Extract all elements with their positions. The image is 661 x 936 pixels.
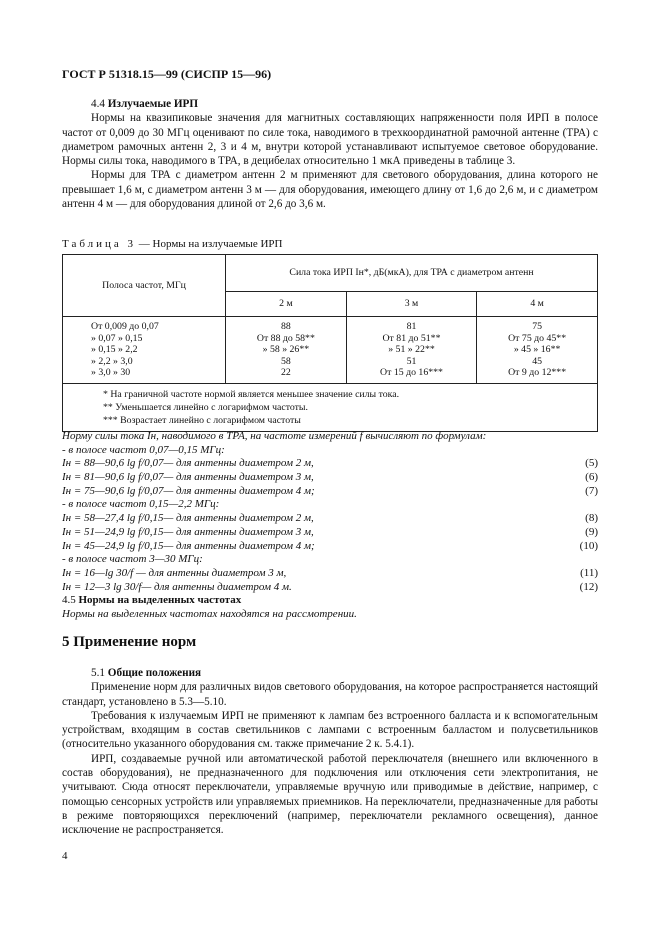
formula-row bbox=[62, 526, 598, 540]
section-4-4 bbox=[62, 97, 598, 211]
frequency-cell bbox=[63, 317, 226, 384]
header-4m: 4 м bbox=[477, 292, 598, 317]
formula-row bbox=[62, 457, 598, 471]
formula-text: Iн = 88—90,6 lg f/0,07— для антенны диаметром 2 м, bbox=[62, 457, 314, 470]
formula-number: (9) bbox=[585, 525, 598, 538]
paragraph: Нормы для ТРА с диаметром антенн 2 м применяют для светового оборудования, длина которого не превышает 1,6 м, с диаметром антенн 3 м — для оборудования, имеющего длину от 1,6 до 2,6 м, и с диаметром антенн 4 м — для оборудования длиной от 2,6 до 3,6 м. bbox=[62, 169, 598, 211]
freq-line: » 0,07 » 0,15 bbox=[91, 332, 143, 344]
paragraph: Нормы на квазипиковые значения для магнитных составляющих напряженности поля ИРП в полосе частот от 0,009 до 30 МГц оценивают по силе тока, наводимого в трехкоординатной рамочной антенне (ТРА) с диаметром рамочных антенн 2, 3 и 4 м, внутри которой устанавливают испытуемое световое оборудование. Нормы силы тока, наводимого в ТРА, в децибелах относительно 1 мкА приведены в таблице 3. bbox=[62, 112, 598, 168]
section-number: 4.5 bbox=[62, 594, 76, 607]
table-note: *** Возрастает линейно с логарифмом частоты bbox=[103, 414, 301, 426]
formulas-intro: Норму силы тока Iн, наводимого в ТРА, на частоте измерений f вычисляют по формулам: bbox=[62, 430, 487, 442]
value-line: 58 bbox=[280, 355, 291, 367]
table-caption-label: Таблица 3 bbox=[62, 238, 137, 250]
limits-table bbox=[62, 254, 598, 432]
formula-row bbox=[62, 540, 598, 554]
header-frequency-band: Полоса частот, МГц bbox=[63, 255, 226, 317]
freq-line: » 3,0 » 30 bbox=[91, 367, 131, 379]
section-number: 5.1 bbox=[91, 667, 105, 679]
section-4-4-heading bbox=[91, 97, 598, 111]
value-line: » 58 » 26** bbox=[262, 344, 310, 356]
value-line: 45 bbox=[532, 355, 542, 367]
section-title: Нормы на выделенных частотах bbox=[78, 594, 242, 607]
formula-row bbox=[62, 485, 598, 499]
document-header: ГОСТ Р 51318.15—99 (СИСПР 15—96) bbox=[62, 67, 272, 81]
section-4-5-text: Нормы на выделенных частотах находятся на рассмотрении. bbox=[62, 608, 357, 621]
paragraph: Требования к излучаемым ИРП не применяют к лампам без встроенного балласта и к вспомогательным устройствам, входящим в состав светильников с лампами с встроенным балластом и полусветильников (относительно указанного оборудования см. также примечание 2 к. 5.4.1). bbox=[62, 709, 598, 751]
page-number: 4 bbox=[62, 850, 68, 862]
section-title: Общие положения bbox=[107, 667, 202, 679]
formula-text: Iн = 81—90,6 lg f/0,07— для антенны диаметром 3 м, bbox=[62, 471, 314, 484]
formula-number: (8) bbox=[585, 512, 598, 525]
section-5-1 bbox=[62, 666, 598, 838]
band-label: - в полосе частот 3—30 МГц: bbox=[62, 553, 203, 566]
band-label: - в полосе частот 0,07—0,15 МГц: bbox=[62, 443, 225, 456]
formula-number: (10) bbox=[579, 539, 598, 552]
value-line: » 51 » 22** bbox=[388, 344, 435, 356]
values-4m-cell bbox=[477, 317, 598, 384]
value-line: От 9 до 12*** bbox=[508, 367, 567, 379]
value-line: 81 bbox=[406, 321, 417, 332]
formula-row bbox=[62, 567, 598, 581]
formula-text: Iн = 58—27,4 lg f/0,15— для антенны диаметром 2 м, bbox=[62, 512, 314, 525]
formulas-block bbox=[62, 430, 598, 622]
value-line: » 45 » 16** bbox=[513, 344, 561, 356]
value-line: 22 bbox=[280, 367, 291, 379]
formula-text: Iн = 12—3 lg 30/f— для антенны диаметром 4 м. bbox=[62, 580, 292, 593]
table-note: ** Уменьшается линейно с логарифмом частоты. bbox=[103, 401, 308, 413]
header-3m: 3 м bbox=[346, 292, 476, 317]
section-5-1-heading bbox=[91, 666, 598, 680]
section-4-5-heading bbox=[62, 594, 598, 608]
value-line: 88 bbox=[280, 321, 291, 332]
table-note: * На граничной частоте нормой является меньшее значение силы тока. bbox=[103, 388, 400, 400]
header-2m: 2 м bbox=[226, 292, 347, 317]
formula-row bbox=[62, 512, 598, 526]
paragraph: Применение норм для различных видов светового оборудования, на которое распространяется настоящий стандарт, установлено в 5.3—5.10. bbox=[62, 681, 598, 708]
formula-text: Iн = 75—90,6 lg f/0,07— для антенны диаметром 4 м; bbox=[62, 484, 315, 497]
formula-number: (6) bbox=[585, 471, 598, 484]
section-5-title: 5 Применение норм bbox=[62, 634, 197, 650]
formula-row bbox=[62, 471, 598, 485]
table-body-row bbox=[63, 317, 598, 384]
freq-line: » 0,15 » 2,2 bbox=[91, 344, 138, 356]
table-notes bbox=[63, 383, 598, 431]
table-header-row bbox=[63, 255, 598, 292]
header-current: Сила тока ИРП Iн*, дБ(мкА), для ТРА с диаметром антенн bbox=[226, 255, 598, 292]
value-line: 75 bbox=[532, 321, 542, 332]
formula-row bbox=[62, 581, 598, 595]
freq-line: От 0,009 до 0,07 bbox=[91, 321, 159, 332]
table-caption-text: — Нормы на излучаемые ИРП bbox=[138, 238, 283, 250]
table-notes-row bbox=[63, 383, 598, 431]
value-line: От 81 до 51** bbox=[382, 332, 441, 344]
table-caption bbox=[62, 238, 282, 250]
value-line: От 88 до 58** bbox=[256, 332, 315, 344]
formula-number: (12) bbox=[579, 580, 598, 593]
values-3m-cell bbox=[346, 317, 476, 384]
formula-number: (7) bbox=[585, 484, 598, 497]
formula-text: Iн = 51—24,9 lg f/0,15— для антенны диаметром 3 м, bbox=[62, 525, 314, 538]
band-label: - в полосе частот 0,15—2,2 МГц: bbox=[62, 498, 220, 511]
paragraph: ИРП, создаваемые ручной или автоматической работой переключателя (внешнего или включенного в состав оборудования), не предназначенного для подключения или отключения сети электропитания, не учитывают. Сюда относят переключатели, управляемые вручную или приводимые в действие, например, с помощью сенсорных устройств или управляемых приемников. На переключатели, предназначенные для работы в режиме повторяющихся переключений (например, переключатели рекламного освещения), данное исключение не распространяется. bbox=[62, 752, 598, 837]
formula-number: (11) bbox=[580, 566, 598, 579]
formula-number: (5) bbox=[585, 457, 598, 470]
formula-text: Iн = 45—24,9 lg f/0,15— для антенны диаметром 4 м; bbox=[62, 539, 315, 552]
section-title: Излучаемые ИРП bbox=[107, 98, 199, 110]
values-2m-cell bbox=[226, 317, 347, 384]
formula-text: Iн = 16—lg 30/f — для антенны диаметром 3 м, bbox=[62, 566, 287, 579]
value-line: От 75 до 45** bbox=[508, 332, 567, 344]
section-number: 4.4 bbox=[91, 98, 105, 110]
value-line: 51 bbox=[406, 355, 417, 367]
freq-line: » 2,2 » 3,0 bbox=[91, 355, 133, 367]
value-line: От 15 до 16*** bbox=[380, 367, 443, 379]
